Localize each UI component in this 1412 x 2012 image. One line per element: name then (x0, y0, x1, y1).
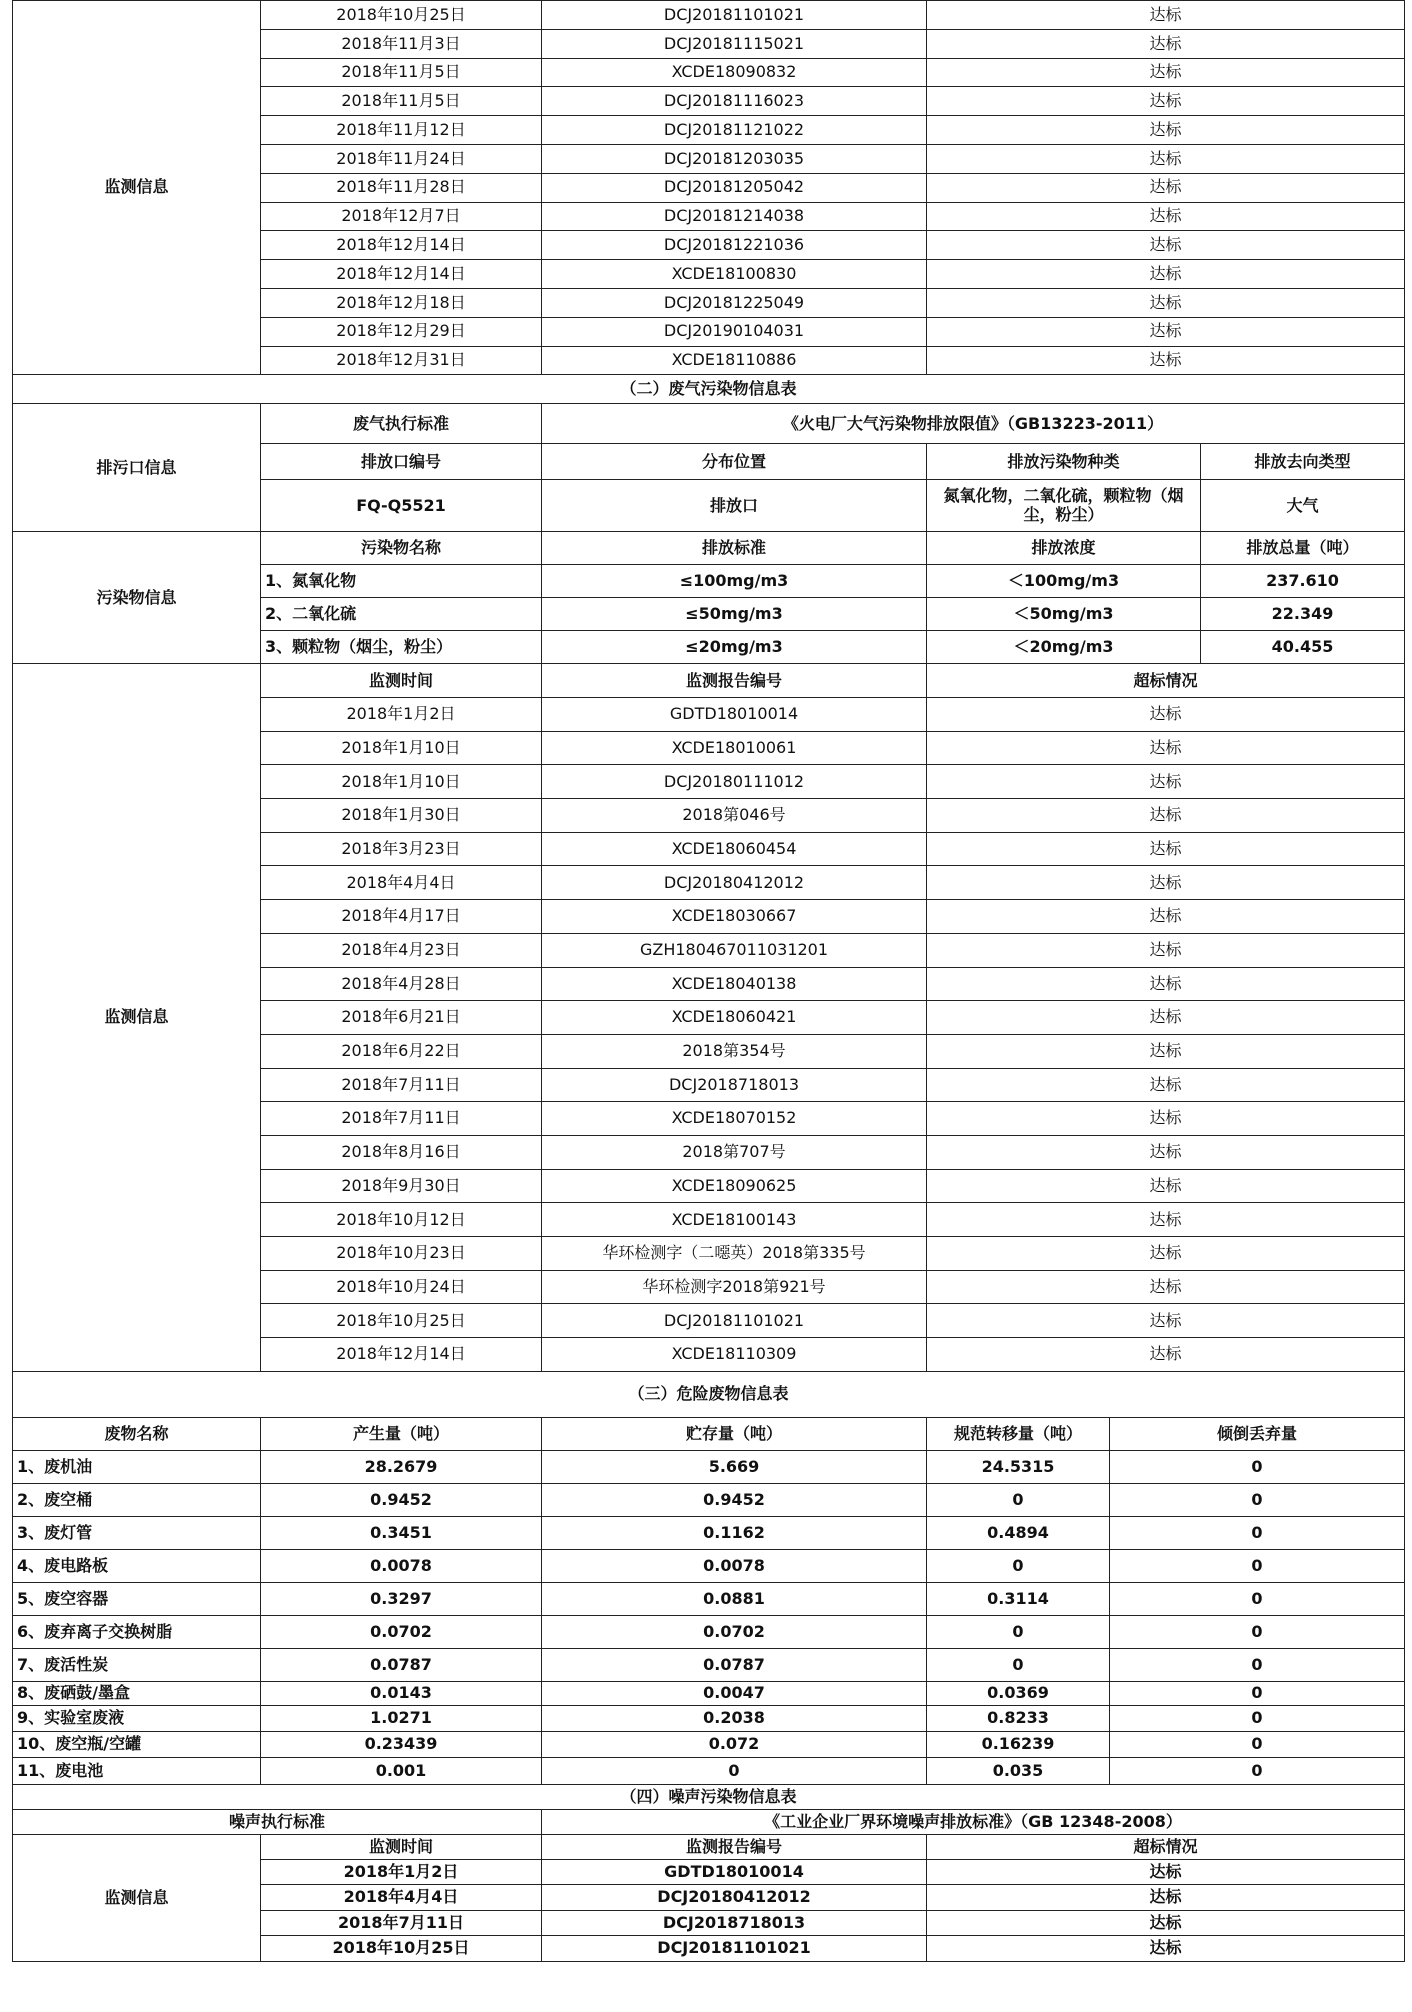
hazard-section-title: （三）危险废物信息表 (13, 1371, 1405, 1417)
monitor-date: 2018年11月12日 (261, 116, 542, 145)
table-row (13, 1681, 1405, 1705)
waste-value: 0 (1110, 1731, 1405, 1757)
outlet-info-label: 排污口信息 (13, 404, 261, 532)
gas-standard-label: 废气执行标准 (261, 404, 542, 444)
table-row (13, 1615, 1405, 1648)
report-number: DCJ20180111012 (542, 765, 927, 799)
waste-value: 0.0369 (927, 1681, 1110, 1705)
waste-value: 0 (927, 1648, 1110, 1681)
status-cell: 达标 (927, 765, 1405, 799)
monitor-date: 2018年8月16日 (261, 1135, 542, 1169)
report-number: DCJ2018718013 (542, 1910, 927, 1936)
table-row (13, 1834, 1405, 1859)
report-number: DCJ2018718013 (542, 1068, 927, 1102)
waste-value: 0.1162 (542, 1516, 927, 1549)
status-cell: 达标 (927, 832, 1405, 866)
status-cell: 达标 (927, 1885, 1405, 1911)
table-row (13, 1371, 1405, 1417)
waste-value: 0 (1110, 1582, 1405, 1615)
status-cell: 达标 (927, 231, 1405, 260)
monitor-date: 2018年7月11日 (261, 1068, 542, 1102)
waste-value: 0 (1110, 1705, 1405, 1731)
report-number: DCJ20181203035 (542, 144, 927, 173)
waste-value: 0.0787 (542, 1648, 927, 1681)
report-number: XCDE18110886 (542, 346, 927, 375)
waste-value: 28.2679 (261, 1450, 542, 1483)
status-cell: 达标 (927, 317, 1405, 346)
status-cell: 达标 (927, 1237, 1405, 1271)
table-row (13, 1705, 1405, 1731)
water-monitor-label: 监测信息 (13, 1, 261, 375)
pollutant-value: 237.610 (1201, 565, 1405, 598)
table-row (13, 404, 1405, 444)
monitor-date: 2018年4月4日 (261, 1885, 542, 1911)
outlet-value: 排放口 (542, 480, 927, 532)
table-row (13, 1809, 1405, 1834)
table-row (13, 1784, 1405, 1809)
status-cell: 达标 (927, 1068, 1405, 1102)
monitor-date: 2018年12月14日 (261, 260, 542, 289)
waste-value: 0 (1110, 1648, 1405, 1681)
monitor-date: 2018年12月7日 (261, 202, 542, 231)
report-number: XCDE18060421 (542, 1001, 927, 1035)
waste-value: 0.3451 (261, 1516, 542, 1549)
status-cell: 达标 (927, 1034, 1405, 1068)
status-cell: 达标 (927, 799, 1405, 833)
monitor-date: 2018年12月14日 (261, 1338, 542, 1372)
waste-value: 0.0702 (542, 1615, 927, 1648)
table-row (13, 1757, 1405, 1784)
monitor-date: 2018年10月12日 (261, 1203, 542, 1237)
monitor-header: 超标情况 (927, 1834, 1405, 1859)
report-number: DCJ20180412012 (542, 1885, 927, 1911)
monitor-date: 2018年11月24日 (261, 144, 542, 173)
status-cell: 达标 (927, 260, 1405, 289)
report-number: GDTD18010014 (542, 1859, 927, 1885)
status-cell: 达标 (927, 698, 1405, 732)
status-cell: 达标 (927, 1270, 1405, 1304)
monitor-date: 2018年1月30日 (261, 799, 542, 833)
monitor-header: 超标情况 (927, 664, 1405, 698)
waste-value: 0.4894 (927, 1516, 1110, 1549)
waste-value: 0 (927, 1615, 1110, 1648)
status-cell: 达标 (927, 731, 1405, 765)
table-row (13, 1, 1405, 30)
waste-value: 0 (1110, 1483, 1405, 1516)
status-cell: 达标 (927, 1102, 1405, 1136)
report-number: DCJ20180412012 (542, 866, 927, 900)
waste-value: 0.0047 (542, 1681, 927, 1705)
report-number: DCJ20181101021 (542, 1, 927, 30)
report-number: XCDE18090625 (542, 1169, 927, 1203)
waste-value: 0.9452 (542, 1483, 927, 1516)
monitor-header: 监测时间 (261, 664, 542, 698)
gas-standard-value: 《火电厂大气污染物排放限值》（GB13223-2011） (542, 404, 1405, 444)
waste-value: 0.072 (542, 1731, 927, 1757)
outlet-value: 大气 (1201, 480, 1405, 532)
status-cell: 达标 (927, 1338, 1405, 1372)
outlet-header: 排放污染物种类 (927, 444, 1201, 480)
status-cell: 达标 (927, 173, 1405, 202)
report-number: XCDE18060454 (542, 832, 927, 866)
monitor-date: 2018年7月11日 (261, 1102, 542, 1136)
pollutant-value: ＜20mg/m3 (927, 631, 1201, 664)
waste-value: 0.0702 (261, 1615, 542, 1648)
pollutant-value: ＜100mg/m3 (927, 565, 1201, 598)
status-cell: 达标 (927, 288, 1405, 317)
table-row (13, 532, 1405, 565)
monitor-date: 2018年1月2日 (261, 698, 542, 732)
monitor-date: 2018年6月22日 (261, 1034, 542, 1068)
status-cell: 达标 (927, 87, 1405, 116)
report-number: XCDE18030667 (542, 900, 927, 934)
monitor-date: 2018年10月25日 (261, 1, 542, 30)
pollutant-name: 2、二氧化硫 (261, 598, 542, 631)
waste-name: 7、废活性炭 (13, 1648, 261, 1681)
report-number: DCJ20181121022 (542, 116, 927, 145)
waste-value: 24.5315 (927, 1450, 1110, 1483)
monitor-date: 2018年4月28日 (261, 967, 542, 1001)
outlet-value: 氮氧化物，二氧化硫，颗粒物（烟尘，粉尘） (927, 480, 1201, 532)
report-number: XCDE18090832 (542, 58, 927, 87)
monitor-date: 2018年3月23日 (261, 832, 542, 866)
gas-section-title: （二）废气污染物信息表 (13, 375, 1405, 404)
report-number: 2018第046号 (542, 799, 927, 833)
hazard-header: 产生量（吨） (261, 1417, 542, 1450)
waste-value: 0.0787 (261, 1648, 542, 1681)
table-row (13, 1549, 1405, 1582)
hazard-header: 规范转移量（吨） (927, 1417, 1110, 1450)
pollutant-header: 排放标准 (542, 532, 927, 565)
report-number: 2018第354号 (542, 1034, 927, 1068)
monitor-date: 2018年1月10日 (261, 765, 542, 799)
waste-value: 0.001 (261, 1757, 542, 1784)
status-cell: 达标 (927, 1, 1405, 30)
status-cell: 达标 (927, 144, 1405, 173)
waste-value: 0.23439 (261, 1731, 542, 1757)
status-cell: 达标 (927, 900, 1405, 934)
monitor-date: 2018年1月10日 (261, 731, 542, 765)
waste-value: 0.2038 (542, 1705, 927, 1731)
status-cell: 达标 (927, 1304, 1405, 1338)
noise-monitor-label: 监测信息 (13, 1834, 261, 1961)
monitor-date: 2018年10月25日 (261, 1936, 542, 1962)
noise-section-title: （四）噪声污染物信息表 (13, 1784, 1405, 1809)
status-cell: 达标 (927, 967, 1405, 1001)
pollutant-header: 排放浓度 (927, 532, 1201, 565)
report-number: DCJ20181225049 (542, 288, 927, 317)
monitor-date: 2018年7月11日 (261, 1910, 542, 1936)
table-row (13, 664, 1405, 698)
monitor-header: 监测时间 (261, 1834, 542, 1859)
report-number: DCJ20181115021 (542, 29, 927, 58)
monitor-date: 2018年10月25日 (261, 1304, 542, 1338)
waste-value: 0.035 (927, 1757, 1110, 1784)
waste-name: 8、废硒鼓/墨盒 (13, 1681, 261, 1705)
waste-value: 0 (542, 1757, 927, 1784)
outlet-header: 排放口编号 (261, 444, 542, 480)
waste-value: 0.0881 (542, 1582, 927, 1615)
waste-name: 10、废空瓶/空罐 (13, 1731, 261, 1757)
outlet-value: FQ-Q5521 (261, 480, 542, 532)
waste-value: 0.0078 (261, 1549, 542, 1582)
pollutant-header: 污染物名称 (261, 532, 542, 565)
report-number: DCJ20190104031 (542, 317, 927, 346)
waste-name: 1、废机油 (13, 1450, 261, 1483)
waste-value: 0.3297 (261, 1582, 542, 1615)
report-number: DCJ20181205042 (542, 173, 927, 202)
pollutant-value: ≤20mg/m3 (542, 631, 927, 664)
waste-value: 0 (927, 1549, 1110, 1582)
waste-name: 5、废空容器 (13, 1582, 261, 1615)
waste-value: 0.9452 (261, 1483, 542, 1516)
monitor-date: 2018年4月4日 (261, 866, 542, 900)
waste-value: 0 (1110, 1615, 1405, 1648)
waste-name: 2、废空桶 (13, 1483, 261, 1516)
waste-value: 0 (927, 1483, 1110, 1516)
waste-value: 0.0143 (261, 1681, 542, 1705)
waste-value: 0 (1110, 1549, 1405, 1582)
monitor-date: 2018年12月14日 (261, 231, 542, 260)
monitor-date: 2018年12月31日 (261, 346, 542, 375)
monitor-date: 2018年11月5日 (261, 58, 542, 87)
report-number: DCJ20181101021 (542, 1936, 927, 1962)
status-cell: 达标 (927, 1910, 1405, 1936)
monitor-date: 2018年4月23日 (261, 933, 542, 967)
monitor-date: 2018年9月30日 (261, 1169, 542, 1203)
status-cell: 达标 (927, 1169, 1405, 1203)
monitor-header: 监测报告编号 (542, 1834, 927, 1859)
pollutant-value: ≤50mg/m3 (542, 598, 927, 631)
status-cell: 达标 (927, 58, 1405, 87)
pollutant-value: 22.349 (1201, 598, 1405, 631)
report-number: DCJ20181116023 (542, 87, 927, 116)
report-number: DCJ20181221036 (542, 231, 927, 260)
status-cell: 达标 (927, 1936, 1405, 1962)
monitor-date: 2018年11月3日 (261, 29, 542, 58)
status-cell: 达标 (927, 346, 1405, 375)
monitor-date: 2018年4月17日 (261, 900, 542, 934)
waste-value: 0 (1110, 1516, 1405, 1549)
report-number: 华环检测字（二噁英）2018第335号 (542, 1237, 927, 1271)
monitor-date: 2018年6月21日 (261, 1001, 542, 1035)
table-row (13, 1483, 1405, 1516)
waste-value: 0 (1110, 1450, 1405, 1483)
report-number: XCDE18100143 (542, 1203, 927, 1237)
table-row (13, 1516, 1405, 1549)
waste-value: 0.16239 (927, 1731, 1110, 1757)
table-row (13, 1648, 1405, 1681)
environment-info-table (12, 0, 1405, 1962)
report-number: XCDE18070152 (542, 1102, 927, 1136)
pollutant-value: ＜50mg/m3 (927, 598, 1201, 631)
waste-value: 1.0271 (261, 1705, 542, 1731)
report-number: XCDE18010061 (542, 731, 927, 765)
status-cell: 达标 (927, 866, 1405, 900)
waste-name: 3、废灯管 (13, 1516, 261, 1549)
waste-name: 11、废电池 (13, 1757, 261, 1784)
status-cell: 达标 (927, 1203, 1405, 1237)
waste-value: 5.669 (542, 1450, 927, 1483)
monitor-date: 2018年12月18日 (261, 288, 542, 317)
report-number: XCDE18040138 (542, 967, 927, 1001)
pollutant-value: ≤100mg/m3 (542, 565, 927, 598)
report-number: XCDE18100830 (542, 260, 927, 289)
waste-value: 0.0078 (542, 1549, 927, 1582)
status-cell: 达标 (927, 202, 1405, 231)
status-cell: 达标 (927, 1135, 1405, 1169)
hazard-header: 贮存量（吨） (542, 1417, 927, 1450)
waste-value: 0.8233 (927, 1705, 1110, 1731)
waste-value: 0 (1110, 1757, 1405, 1784)
noise-standard-value: 《工业企业厂界环境噪声排放标准》（GB 12348-2008） (542, 1809, 1405, 1834)
monitor-date: 2018年11月5日 (261, 87, 542, 116)
report-number: DCJ20181101021 (542, 1304, 927, 1338)
status-cell: 达标 (927, 1859, 1405, 1885)
waste-value: 0 (1110, 1681, 1405, 1705)
pollutant-value: 40.455 (1201, 631, 1405, 664)
monitor-date: 2018年11月28日 (261, 173, 542, 202)
table-row (13, 1417, 1405, 1450)
table-row (13, 1450, 1405, 1483)
outlet-header: 排放去向类型 (1201, 444, 1405, 480)
waste-name: 4、废电路板 (13, 1549, 261, 1582)
monitor-date: 2018年10月23日 (261, 1237, 542, 1271)
gas-monitor-label: 监测信息 (13, 664, 261, 1371)
pollutant-name: 3、颗粒物（烟尘，粉尘） (261, 631, 542, 664)
table-row (13, 1582, 1405, 1615)
report-number: GZH180467011031201 (542, 933, 927, 967)
monitor-date: 2018年1月2日 (261, 1859, 542, 1885)
waste-value: 0.3114 (927, 1582, 1110, 1615)
report-number: XCDE18110309 (542, 1338, 927, 1372)
monitor-header: 监测报告编号 (542, 664, 927, 698)
monitor-date: 2018年12月29日 (261, 317, 542, 346)
report-number: GDTD18010014 (542, 698, 927, 732)
report-number: 华环检测字2018第921号 (542, 1270, 927, 1304)
waste-name: 6、废弃离子交换树脂 (13, 1615, 261, 1648)
status-cell: 达标 (927, 29, 1405, 58)
report-number: DCJ20181214038 (542, 202, 927, 231)
status-cell: 达标 (927, 933, 1405, 967)
noise-standard-label: 噪声执行标准 (13, 1809, 542, 1834)
pollutant-name: 1、氮氧化物 (261, 565, 542, 598)
pollutant-header: 排放总量（吨） (1201, 532, 1405, 565)
table-row (13, 1731, 1405, 1757)
report-number: 2018第707号 (542, 1135, 927, 1169)
status-cell: 达标 (927, 1001, 1405, 1035)
outlet-header: 分布位置 (542, 444, 927, 480)
waste-name: 9、实验室废液 (13, 1705, 261, 1731)
status-cell: 达标 (927, 116, 1405, 145)
hazard-header: 倾倒丢弃量 (1110, 1417, 1405, 1450)
pollutant-info-label: 污染物信息 (13, 532, 261, 664)
table-row (13, 375, 1405, 404)
monitor-date: 2018年10月24日 (261, 1270, 542, 1304)
hazard-header: 废物名称 (13, 1417, 261, 1450)
